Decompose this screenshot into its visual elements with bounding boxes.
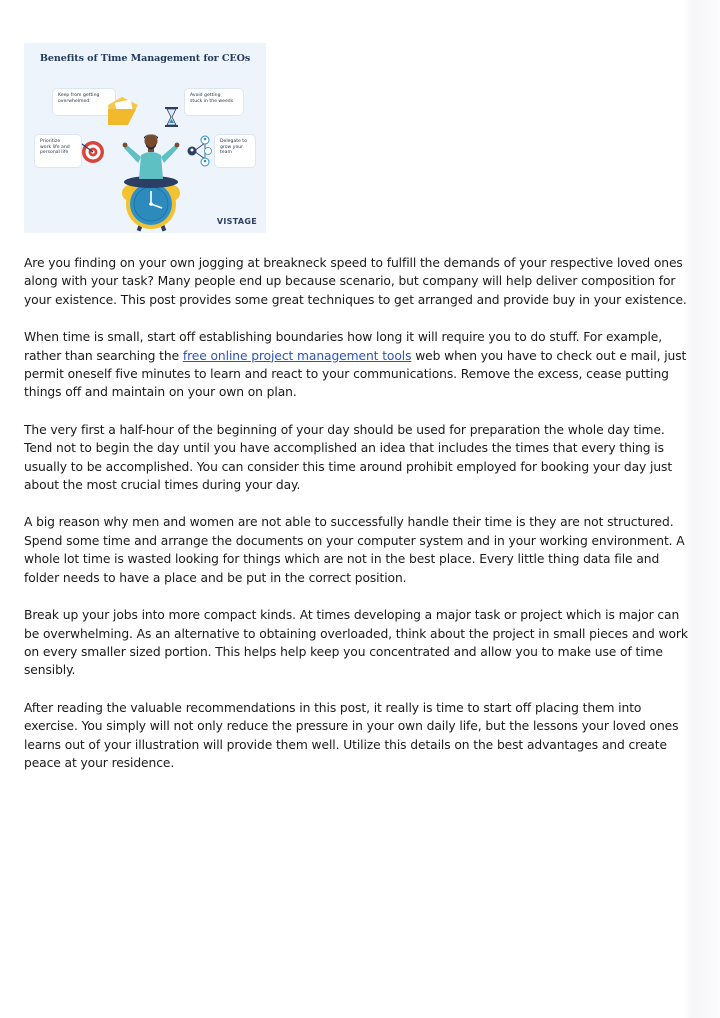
paragraph: The very first a half-hour of the beginning of your day should be used for preparation the whole day time. Tend not to begin the day until you have accomplished an idea that includes the times that every thing is usually to be accomplished. You can consider this time around prohibit employed for booking your day just about the most crucial times during your day. <box>24 422 673 493</box>
meditating-person-icon <box>123 134 180 188</box>
vistage-logo: VISTAGE <box>216 217 257 226</box>
card-line: stuck in the weeds <box>190 98 234 104</box>
folder-icon <box>108 97 138 125</box>
people-network-icon <box>188 136 212 166</box>
paragraph: Are you finding on your own jogging at breakneck speed to fulfill the demands of your respective loved ones along with your task? Many people end up because scenario, but company will help deliver composition for your existence. This post provides some great techniques to get arranged and provide buy in your existence. <box>24 256 687 307</box>
paragraph: Break up your jobs into more compact kinds. At times developing a major task or project which is major can be overwhelming. As an alternative to obtaining overloaded, think about the project in small pieces and work on every smaller sized portion. This helps help keep you concentrated and allow you to make use of time sensibly. <box>24 608 688 678</box>
card-line: grow your <box>220 144 244 150</box>
paragraph <box>24 328 690 402</box>
card-line: Delegate to <box>220 139 247 144</box>
card-line: Prioritize <box>40 139 61 144</box>
paragraph: A big reason why men and women are not able to successfully handle their time is they are not structured. Spend some time and arrange the documents on your computer system and in your working environment. A whole lot time is wasted looking for things which are not in the best place. Every little thing data file and folder needs to have a place and be put in the correct position. <box>24 515 685 585</box>
paragraph-text: When time is small, start off establishing boundaries how long it will require you to do stuff. For example, rather than searching the <box>24 330 663 363</box>
card-line: Avoid getting <box>190 93 221 98</box>
card-line: overwhelmed <box>58 98 90 104</box>
hourglass-icon <box>165 107 178 127</box>
card-line: team <box>220 150 232 156</box>
project-management-tools-link[interactable]: free online project management tools <box>182 348 412 363</box>
target-icon <box>82 141 104 163</box>
article-body <box>24 254 690 791</box>
infographic-image <box>24 43 266 233</box>
paragraph: After reading the valuable recommendations in this post, it really is time to start off placing them into exercise. You simply will not only reduce the pressure in your own daily life, but the lessons your loved ones learns out of your illustration will provide them well. Utilize this details on the best advantages and create peace at your residence. <box>24 700 679 770</box>
infographic-art <box>24 43 266 233</box>
infographic-title: Benefits of Time Management for CEOs <box>39 53 251 64</box>
card-line: Keep from getting <box>58 93 100 98</box>
card-line: personal life <box>40 150 69 156</box>
paragraph-text: web when you have to check out e mail, just permit oneself five minutes to learn and react to your communications. Remove the excess, cease putting things off and maintain on your own on plan. <box>24 348 687 400</box>
card-line: work life and <box>40 144 70 150</box>
